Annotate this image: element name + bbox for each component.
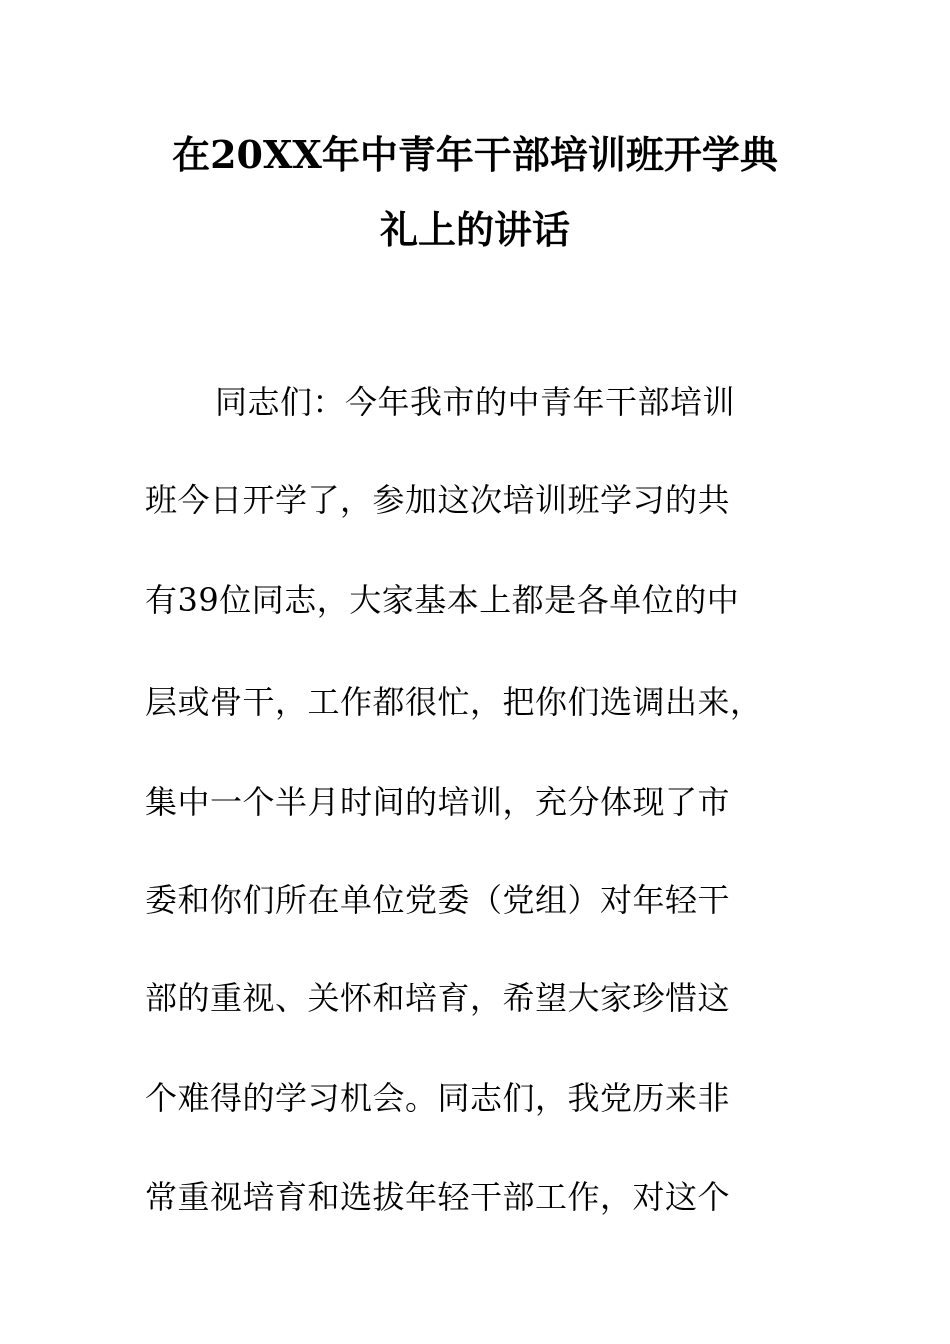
body-text-line: 部的重视、关怀和培育，希望大家珍惜这 <box>145 979 731 1017</box>
body-text-line: 委和你们所在单位党委（党组）对年轻干 <box>145 881 731 919</box>
body-text-line: 有39位同志，大家基本上都是各单位的中 <box>145 581 740 619</box>
document-title-line-1: 在20XX年中青年干部培训班开学典 <box>172 132 778 177</box>
body-text-line: 集中一个半月时间的培训，充分体现了市 <box>145 783 731 821</box>
body-text-line: 常重视培育和选拔年轻干部工作，对这个 <box>145 1178 731 1216</box>
body-text-line: 同志们：今年我市的中青年干部培训 <box>215 383 736 421</box>
document-title-line-2: 礼上的讲话 <box>379 207 570 252</box>
body-text-line: 个难得的学习机会。同志们，我党历来非 <box>145 1079 731 1117</box>
body-text-line: 层或骨干，工作都很忙，把你们选调出来， <box>145 683 763 721</box>
body-text-line: 班今日开学了，参加这次培训班学习的共 <box>145 481 731 519</box>
